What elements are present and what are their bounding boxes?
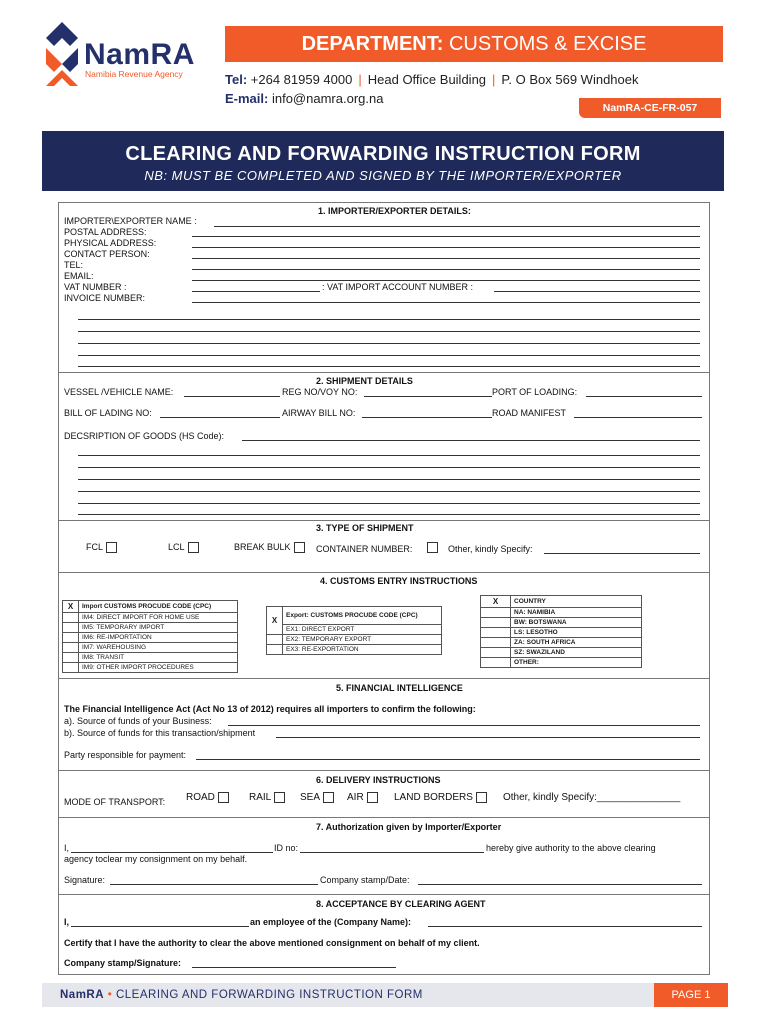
pobox-value: P. O Box 569 Windhoek bbox=[501, 72, 639, 87]
break-bulk-checkbox[interactable] bbox=[294, 542, 305, 553]
description-line[interactable] bbox=[78, 467, 700, 468]
country-row: BW: BOTSWANA bbox=[511, 618, 642, 628]
section8-title: 8. ACCEPTANCE BY CLEARING AGENT bbox=[316, 899, 486, 909]
land-borders-label: LAND BORDERS bbox=[394, 792, 473, 804]
lcl-label: LCL bbox=[168, 542, 185, 552]
country-x-marker: X bbox=[481, 596, 511, 608]
agent-i-label: I, bbox=[64, 917, 70, 927]
source-business-field[interactable] bbox=[228, 725, 700, 726]
divider bbox=[58, 372, 710, 373]
other-shipment-field[interactable] bbox=[544, 553, 700, 554]
country-row: NA: NAMIBIA bbox=[511, 608, 642, 618]
title-band bbox=[42, 131, 724, 191]
tel-label: Tel: bbox=[225, 72, 248, 87]
department-banner bbox=[225, 26, 723, 62]
section7-title: 7. Authorization given by Importer/Exporter bbox=[316, 822, 502, 832]
certify-text: Certify that I have the authority to clear the above mentioned consignment on behalf of my client. bbox=[64, 938, 480, 948]
footer-title: CLEARING AND FORWARDING INSTRUCTION FORM bbox=[115, 989, 423, 1001]
lcl-option[interactable] bbox=[168, 542, 199, 553]
divider bbox=[58, 520, 710, 521]
bill-of-lading-label: BILL OF LADING NO: bbox=[64, 408, 152, 418]
air-label: AIR bbox=[347, 792, 364, 804]
country-check-cell[interactable] bbox=[481, 628, 511, 638]
break-bulk-label: BREAK BULK bbox=[234, 542, 291, 552]
country-row: SZ: SWAZILAND bbox=[511, 648, 642, 658]
logo-name: NamRA bbox=[84, 38, 195, 71]
description-line[interactable] bbox=[78, 479, 700, 480]
export-check-cell[interactable] bbox=[267, 635, 283, 645]
country-check-cell[interactable] bbox=[481, 658, 511, 668]
export-check-cell[interactable] bbox=[267, 645, 283, 655]
auth-i-label: I, bbox=[64, 843, 70, 853]
invoice-number-label: INVOICE NUMBER: bbox=[64, 293, 146, 303]
import-cpc-row: IM6: RE-IMPORTATION bbox=[79, 633, 238, 643]
contact-line-2 bbox=[225, 91, 383, 106]
party-payment-label: Party responsible for payment: bbox=[64, 750, 187, 760]
export-cpc-row: EX1: DIRECT EXPORT bbox=[283, 625, 442, 635]
import-cpc-row: IM9: OTHER IMPORT PROCEDURES bbox=[79, 663, 238, 673]
fcl-checkbox[interactable] bbox=[106, 542, 117, 553]
land-borders-option[interactable] bbox=[394, 792, 487, 803]
export-cpc-table bbox=[266, 606, 442, 655]
importer-name-label: IMPORTER\EXPORTER NAME : bbox=[64, 216, 197, 226]
reg-field[interactable] bbox=[364, 396, 492, 397]
vat-import-field[interactable] bbox=[494, 291, 700, 292]
form-subtitle: NB: MUST BE COMPLETED AND SIGNED BY THE IMPORTER/EXPORTER bbox=[144, 168, 622, 183]
country-table bbox=[480, 595, 642, 668]
id-no-field[interactable] bbox=[300, 852, 484, 853]
import-cpc-row: IM5: TEMPORARY IMPORT bbox=[79, 623, 238, 633]
import-check-cell[interactable] bbox=[63, 613, 79, 623]
signature-label: Signature: bbox=[64, 875, 106, 885]
employee-label: an employee of the (Company Name): bbox=[250, 917, 412, 927]
divider bbox=[58, 572, 710, 573]
road-manifest-label: ROAD MANIFEST bbox=[492, 408, 567, 418]
import-check-cell[interactable] bbox=[63, 623, 79, 633]
export-cpc-header: Export: CUSTOMS PROCUDE CODE (CPC) bbox=[283, 607, 442, 625]
id-no-label: ID no: bbox=[274, 843, 299, 853]
other-transport-field[interactable]: Other, kindly Specify:_______________ bbox=[503, 792, 681, 803]
fcl-label: FCL bbox=[86, 542, 104, 552]
container-checkbox[interactable] bbox=[427, 542, 438, 553]
import-x-marker: X bbox=[63, 601, 79, 613]
form-title: CLEARING AND FORWARDING INSTRUCTION FORM bbox=[125, 143, 641, 165]
agent-stamp-field[interactable] bbox=[192, 967, 396, 968]
email-field-label: EMAIL: bbox=[64, 271, 94, 281]
extra-line[interactable] bbox=[78, 355, 700, 356]
extra-line[interactable] bbox=[78, 319, 700, 320]
import-check-cell[interactable] bbox=[63, 653, 79, 663]
importer-name-field[interactable] bbox=[214, 226, 700, 227]
airway-bill-field[interactable] bbox=[362, 417, 492, 418]
extra-line[interactable] bbox=[78, 343, 700, 344]
country-check-cell[interactable] bbox=[481, 618, 511, 628]
section3-title: 3. TYPE OF SHIPMENT bbox=[316, 523, 414, 533]
fic-act-text: The Financial Intelligence Act (Act No 13 of 2012) requires all importers to confirm the following: bbox=[64, 704, 476, 714]
vessel-field[interactable] bbox=[184, 396, 280, 397]
source-business-label: a). Source of funds of your Business: bbox=[64, 716, 212, 726]
road-option[interactable] bbox=[186, 792, 229, 803]
vat-number-field[interactable] bbox=[192, 291, 320, 292]
break-bulk-option[interactable] bbox=[234, 542, 305, 553]
fcl-option[interactable] bbox=[86, 542, 117, 553]
road-checkbox[interactable] bbox=[218, 792, 229, 803]
export-x-marker: X bbox=[267, 607, 283, 635]
invoice-number-field[interactable] bbox=[192, 302, 700, 303]
vat-number-label: VAT NUMBER : bbox=[64, 282, 127, 292]
description-line[interactable] bbox=[78, 503, 700, 504]
description-label: DECSRIPTION OF GOODS (HS Code): bbox=[64, 431, 225, 441]
import-check-cell[interactable] bbox=[63, 643, 79, 653]
vessel-label: VESSEL /VEHICLE NAME: bbox=[64, 387, 174, 397]
divider bbox=[58, 770, 710, 771]
logo-subtitle: Namibia Revenue Agency bbox=[85, 69, 183, 79]
extra-line[interactable] bbox=[78, 331, 700, 332]
bill-of-lading-field[interactable] bbox=[160, 417, 280, 418]
divider bbox=[58, 817, 710, 818]
section1-title: 1. IMPORTER/EXPORTER DETAILS: bbox=[318, 206, 471, 216]
footer-brand: NamRA bbox=[60, 989, 105, 1001]
description-line[interactable] bbox=[78, 514, 700, 515]
page-number-badge: PAGE 1 bbox=[654, 983, 728, 1007]
import-check-cell[interactable] bbox=[63, 633, 79, 643]
agent-stamp-label: Company stamp/Signature: bbox=[64, 958, 182, 968]
physical-address-field[interactable] bbox=[192, 247, 700, 248]
description-line[interactable] bbox=[78, 455, 700, 456]
import-cpc-table bbox=[62, 600, 238, 673]
rail-option[interactable] bbox=[249, 792, 285, 803]
email-field[interactable] bbox=[192, 280, 700, 281]
country-check-cell[interactable] bbox=[481, 638, 511, 648]
email-label: E-mail: bbox=[225, 91, 269, 106]
signature-field[interactable] bbox=[110, 884, 318, 885]
export-cpc-row: EX3: RE-EXPORTATION bbox=[283, 645, 442, 655]
country-check-cell[interactable] bbox=[481, 608, 511, 618]
air-checkbox[interactable] bbox=[367, 792, 378, 803]
hereby-text: hereby give authority to the above clearing bbox=[486, 843, 656, 853]
land-borders-checkbox[interactable] bbox=[476, 792, 487, 803]
mode-transport-label: MODE OF TRANSPORT: bbox=[64, 797, 166, 807]
country-check-cell[interactable] bbox=[481, 648, 511, 658]
form-code-badge: NamRA-CE-FR-057 bbox=[579, 98, 721, 118]
section5-title: 5. FINANCIAL INTELLIGENCE bbox=[336, 683, 463, 693]
section4-title: 4. CUSTOMS ENTRY INSTRUCTIONS bbox=[320, 576, 478, 586]
agent-name-field[interactable] bbox=[71, 926, 249, 927]
office-value: Head Office Building bbox=[367, 72, 487, 87]
country-row: LS: LESOTHO bbox=[511, 628, 642, 638]
reg-label: REG NO/VOY NO: bbox=[282, 387, 358, 397]
postal-address-field[interactable] bbox=[192, 236, 700, 237]
source-transaction-label: b). Source of funds for this transaction/shipment bbox=[64, 728, 256, 738]
extra-line[interactable] bbox=[78, 366, 700, 367]
vat-import-label: : VAT IMPORT ACCOUNT NUMBER : bbox=[322, 282, 474, 292]
tel-field-label: TEL: bbox=[64, 260, 84, 270]
party-payment-field[interactable] bbox=[196, 759, 700, 760]
sea-checkbox[interactable] bbox=[323, 792, 334, 803]
stamp-date-field[interactable] bbox=[418, 884, 702, 885]
country-row: OTHER: bbox=[511, 658, 642, 668]
divider bbox=[58, 678, 710, 679]
namra-logo-icon bbox=[44, 22, 80, 86]
rail-label: RAIL bbox=[249, 792, 272, 804]
postal-address-label: POSTAL ADDRESS: bbox=[64, 227, 147, 237]
import-cpc-row: IM8: TRANSIT bbox=[79, 653, 238, 663]
stamp-date-label: Company stamp/Date: bbox=[320, 875, 410, 885]
footer-text bbox=[60, 989, 423, 1001]
footer-dot: • bbox=[107, 989, 113, 1001]
country-header: COUNTRY bbox=[511, 596, 642, 608]
contact-line-1: Tel: +264 81959 4000 | Head Office Building | P. O Box 569 Windhoek bbox=[225, 72, 639, 87]
source-transaction-field[interactable] bbox=[276, 737, 700, 738]
other-shipment-label: Other, kindly Specify: bbox=[448, 544, 533, 554]
country-row: ZA: SOUTH AFRICA bbox=[511, 638, 642, 648]
port-label: PORT OF LOADING: bbox=[492, 387, 578, 397]
description-line[interactable] bbox=[78, 491, 700, 492]
company-name-field[interactable] bbox=[428, 926, 702, 927]
air-option[interactable] bbox=[347, 792, 378, 803]
physical-address-label: PHYSICAL ADDRESS: bbox=[64, 238, 157, 248]
import-check-cell[interactable] bbox=[63, 663, 79, 673]
section6-title: 6. DELIVERY INSTRUCTIONS bbox=[316, 775, 441, 785]
sea-option[interactable] bbox=[300, 792, 334, 803]
rail-checkbox[interactable] bbox=[274, 792, 285, 803]
tel-value: +264 81959 4000 bbox=[250, 72, 353, 87]
port-field[interactable] bbox=[586, 396, 702, 397]
divider bbox=[58, 894, 710, 895]
department-name: CUSTOMS & EXCISE bbox=[448, 33, 647, 55]
sea-label: SEA bbox=[300, 792, 321, 804]
agency-text: agency toclear my consignment on my behalf. bbox=[64, 854, 248, 864]
import-cpc-header: Import CUSTOMS PROCUDE CODE (CPC) bbox=[79, 601, 238, 613]
email-value: info@namra.org.na bbox=[271, 91, 384, 106]
description-field[interactable] bbox=[242, 440, 700, 441]
road-manifest-field[interactable] bbox=[574, 417, 702, 418]
lcl-checkbox[interactable] bbox=[188, 542, 199, 553]
auth-name-field[interactable] bbox=[71, 852, 273, 853]
import-cpc-row: IM4: DIRECT IMPORT FOR HOME USE bbox=[79, 613, 238, 623]
export-cpc-row: EX2: TEMPORARY EXPORT bbox=[283, 635, 442, 645]
airway-bill-label: AIRWAY BILL NO: bbox=[282, 408, 356, 418]
department-label: DEPARTMENT: bbox=[301, 33, 444, 55]
road-label: ROAD bbox=[186, 792, 215, 804]
section2-title: 2. SHIPMENT DETAILS bbox=[316, 376, 413, 386]
tel-field[interactable] bbox=[192, 269, 700, 270]
import-cpc-row: IM7: WAREHOUSING bbox=[79, 643, 238, 653]
container-number-label: CONTAINER NUMBER: bbox=[316, 544, 413, 554]
contact-person-label: CONTACT PERSON: bbox=[64, 249, 150, 259]
contact-person-field[interactable] bbox=[192, 258, 700, 259]
